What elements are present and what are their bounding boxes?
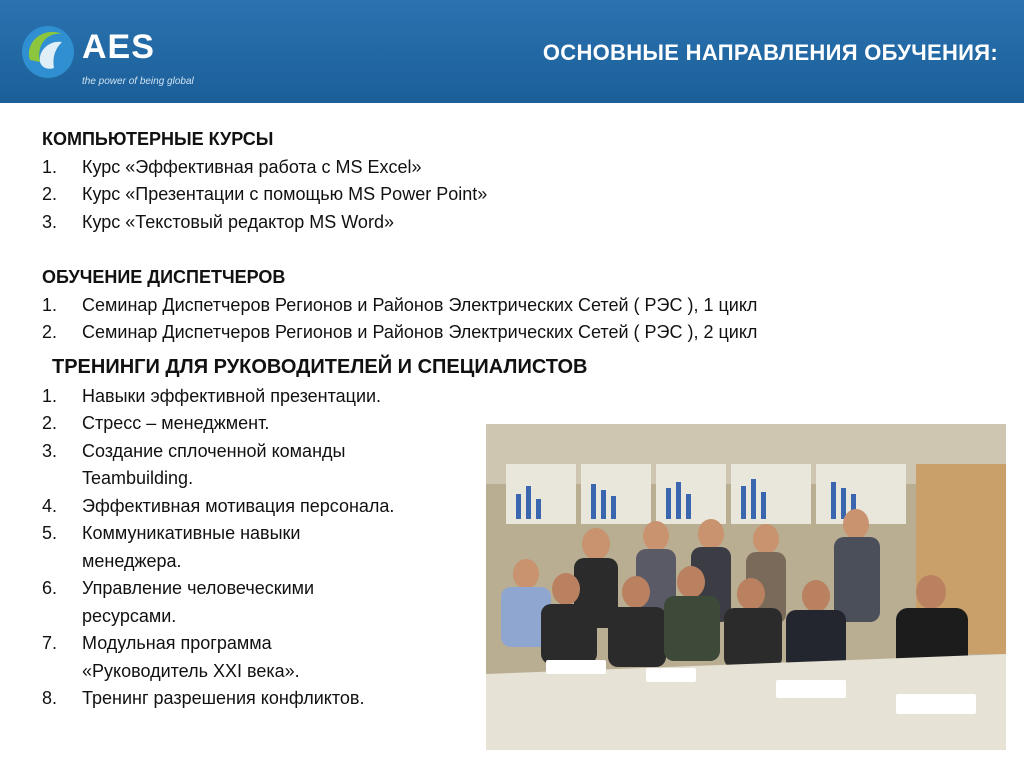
item-number: 4. — [42, 495, 58, 516]
list-item — [42, 493, 482, 521]
header-bar — [0, 0, 1024, 103]
list-item — [42, 154, 1002, 182]
dispatcher-training-list — [42, 292, 1002, 347]
item-number: 2. — [42, 322, 58, 342]
list-item — [42, 209, 1002, 237]
list-item — [42, 292, 1002, 320]
section-heading-trainings: ТРЕНИНГИ ДЛЯ РУКОВОДИТЕЛЕЙ И СПЕЦИАЛИСТОВ — [52, 355, 588, 378]
item-number: 3. — [42, 440, 58, 461]
group-training-photo — [486, 424, 1006, 750]
logo-tagline: the power of being global — [82, 76, 194, 87]
list-item — [42, 181, 1002, 209]
item-number: 1. — [42, 294, 58, 315]
item-text: Модульная программа «Руководитель XXI века». — [82, 633, 300, 681]
list-item — [42, 520, 372, 575]
section-heading-computer: КОМПЬЮТЕРНЫЕ КУРСЫ — [42, 129, 274, 149]
item-text: Семинар Диспетчеров Регионов и Районов Электрических Сетей ( РЭС ), 1 цикл — [82, 294, 758, 315]
item-text: Стресс – менеджмент. — [82, 413, 270, 433]
logo-text: AES — [82, 28, 155, 66]
item-text: Создание сплоченной команды Teambuilding. — [82, 440, 346, 488]
page-title: ОСНОВНЫЕ НАПРАВЛЕНИЯ ОБУЧЕНИЯ: — [542, 40, 998, 65]
item-text: Тренинг разрешения конфликтов. — [82, 688, 365, 708]
item-number: 6. — [42, 578, 58, 598]
item-number: 2. — [42, 413, 58, 433]
item-number: 1. — [42, 385, 58, 406]
item-text: Семинар Диспетчеров Регионов и Районов Электрических Сетей ( РЭС ), 2 цикл — [82, 322, 758, 342]
item-number: 7. — [42, 633, 58, 653]
list-item — [42, 410, 482, 438]
aes-logo — [20, 22, 194, 92]
list-item — [42, 685, 482, 713]
item-number: 2. — [42, 184, 58, 204]
list-item — [42, 575, 382, 630]
item-number: 5. — [42, 523, 58, 543]
item-number: 3. — [42, 211, 58, 232]
item-text: Коммуникативные навыки менеджера. — [82, 523, 301, 571]
list-item — [42, 383, 482, 411]
item-text: Курс «Презентации с помощью MS Power Point» — [82, 184, 488, 204]
trainings-list — [42, 383, 482, 713]
item-number: 8. — [42, 688, 58, 708]
aes-logo-icon — [20, 24, 76, 80]
computer-courses-list — [42, 154, 1002, 237]
item-text: Эффективная мотивация персонала. — [82, 495, 395, 516]
item-number: 1. — [42, 156, 58, 177]
section-heading-dispatchers: ОБУЧЕНИЕ ДИСПЕТЧЕРОВ — [42, 267, 286, 287]
item-text: Управление человеческими ресурсами. — [82, 578, 315, 626]
item-text: Курс «Эффективная работа с MS Excel» — [82, 156, 422, 177]
item-text: Навыки эффективной презентации. — [82, 385, 382, 406]
photo-illustration — [486, 424, 1006, 750]
list-item — [42, 630, 382, 685]
list-item — [42, 319, 1002, 347]
item-text: Курс «Текстовый редактор MS Word» — [82, 211, 394, 232]
list-item — [42, 438, 422, 493]
